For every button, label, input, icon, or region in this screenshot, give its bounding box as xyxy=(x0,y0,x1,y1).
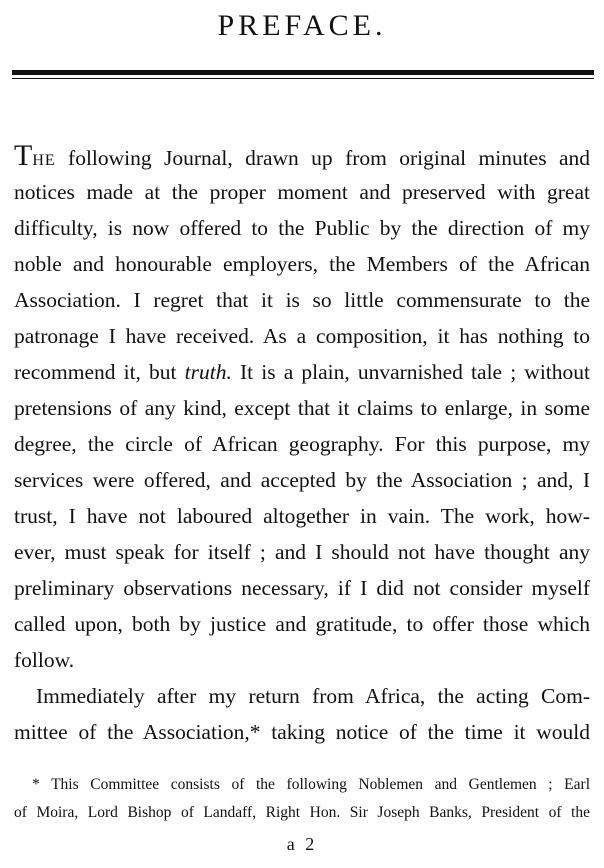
text-line-6: patronage I have received. As a composition, it has nothing to xyxy=(14,324,590,348)
text-line-17: mittee of the Association,* taking notice of the time it would xyxy=(14,720,590,744)
text-line-12: ever, must speak for itself ; and I should not have thought any xyxy=(14,540,590,564)
text-line-15: follow. xyxy=(14,648,75,672)
text-line-11: trust, I have not laboured altogether in vain. The work, how- xyxy=(14,504,590,528)
text-line-10: services were offered, and accepted by the Association ; and, I xyxy=(14,468,590,492)
text-line-14: called upon, both by justice and gratitude, to offer those which xyxy=(14,612,590,636)
footnote-line-1: * This Committee consists of the following Noblemen and Gentlemen ; Earl xyxy=(32,776,590,793)
line-text: following Journal, drawn up from original minutes and xyxy=(55,146,590,170)
line-text: It is a plain, unvarnished tale ; without xyxy=(231,360,591,384)
text-line-3: difficulty, is now offered to the Public by the direction of my xyxy=(14,216,590,240)
rule-thick xyxy=(12,70,594,75)
italic-word: truth. xyxy=(184,360,232,384)
small-caps: HE xyxy=(32,152,56,169)
line-text: recommend it, but xyxy=(14,360,185,384)
text-line-2: notices made at the proper moment and preserved with great xyxy=(14,180,590,204)
text-line-9: degree, the circle of African geography. For this purpose, my xyxy=(14,432,590,456)
text-line-4: noble and honourable employers, the Members of the African xyxy=(14,252,590,276)
text-line-7 xyxy=(14,358,590,386)
signature-mark: a 2 xyxy=(286,834,318,854)
footnote-line-2: of Moira, Lord Bishop of Landaff, Right Hon. Sir Joseph Banks, President of the xyxy=(14,804,590,821)
text-line-5: Association. I regret that it is so little commensurate to the xyxy=(14,288,590,312)
text-line-16: Immediately after my return from Africa, the acting Com- xyxy=(36,684,590,708)
rule-thin xyxy=(12,78,594,79)
drop-cap: T xyxy=(14,139,33,172)
text-line-1 xyxy=(14,139,590,175)
text-line-13: preliminary observations necessary, if I did not consider myself xyxy=(14,576,590,600)
title-rule xyxy=(12,70,594,79)
text-line-8: pretensions of any kind, except that it claims to enlarge, in some xyxy=(14,396,590,420)
page-title: PREFACE. xyxy=(217,9,387,42)
